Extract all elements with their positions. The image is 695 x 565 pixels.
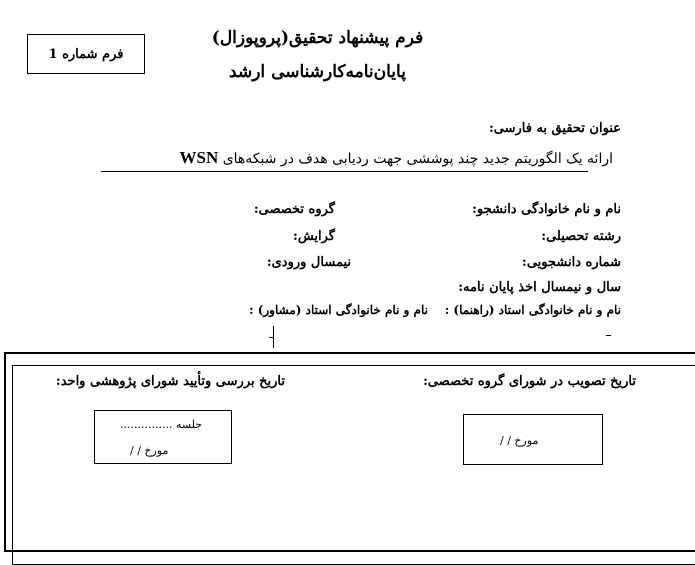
group-council-date: مورخ / / — [500, 434, 539, 447]
form-number-box — [27, 34, 145, 74]
subject-value-text: ارائه یک الگوریتم جدید چند پوششی جهت ردیابی هدف در شبکه‌های — [222, 151, 613, 167]
text-cursor — [273, 326, 274, 348]
research-council-date-label: تاریخ بررسی وتأیید شورای پژوهشی واحد: — [55, 374, 285, 389]
form-subtitle: پایان‌نامه‌کارشناسی ارشد — [229, 62, 406, 82]
subject-value — [180, 148, 614, 168]
subject-value-latin: WSN — [179, 148, 219, 167]
student-name-label: نام و نام خانوادگی دانشجو: — [472, 202, 621, 217]
supervisor-blank — [606, 335, 611, 336]
advisor-label: نام و نام خانوادگی استاد (مشاور) : — [249, 303, 428, 317]
student-number-label: شماره دانشجویی: — [522, 255, 621, 270]
specialty-group-label: گروه تخصصی: — [253, 202, 335, 217]
research-council-session: جلسه ............... — [120, 418, 203, 431]
subject-label: عنوان تحقیق به فارسی: — [488, 121, 621, 136]
form-number: فرم شماره 1 — [48, 46, 124, 62]
thesis-year-label: سال و نیمسال اخذ پایان نامه: — [458, 280, 621, 295]
group-council-date-label: تاریخ تصویب در شورای گروه تخصصی: — [423, 374, 636, 389]
approval-inner-frame — [12, 365, 695, 565]
orientation-label: گرایش: — [293, 229, 335, 244]
subject-underline — [101, 171, 588, 172]
supervisor-label: نام و نام خانوادگی استاد (راهنما) : — [444, 303, 621, 317]
advisor-blank — [269, 337, 273, 338]
form-title: فرم پیشنهاد تحقیق(پروپوزال) — [211, 28, 424, 48]
research-council-date: مورخ / / — [130, 444, 169, 457]
field-of-study-label: رشته تحصیلی: — [541, 229, 621, 244]
entry-semester-label: نیمسال ورودی: — [266, 255, 351, 270]
